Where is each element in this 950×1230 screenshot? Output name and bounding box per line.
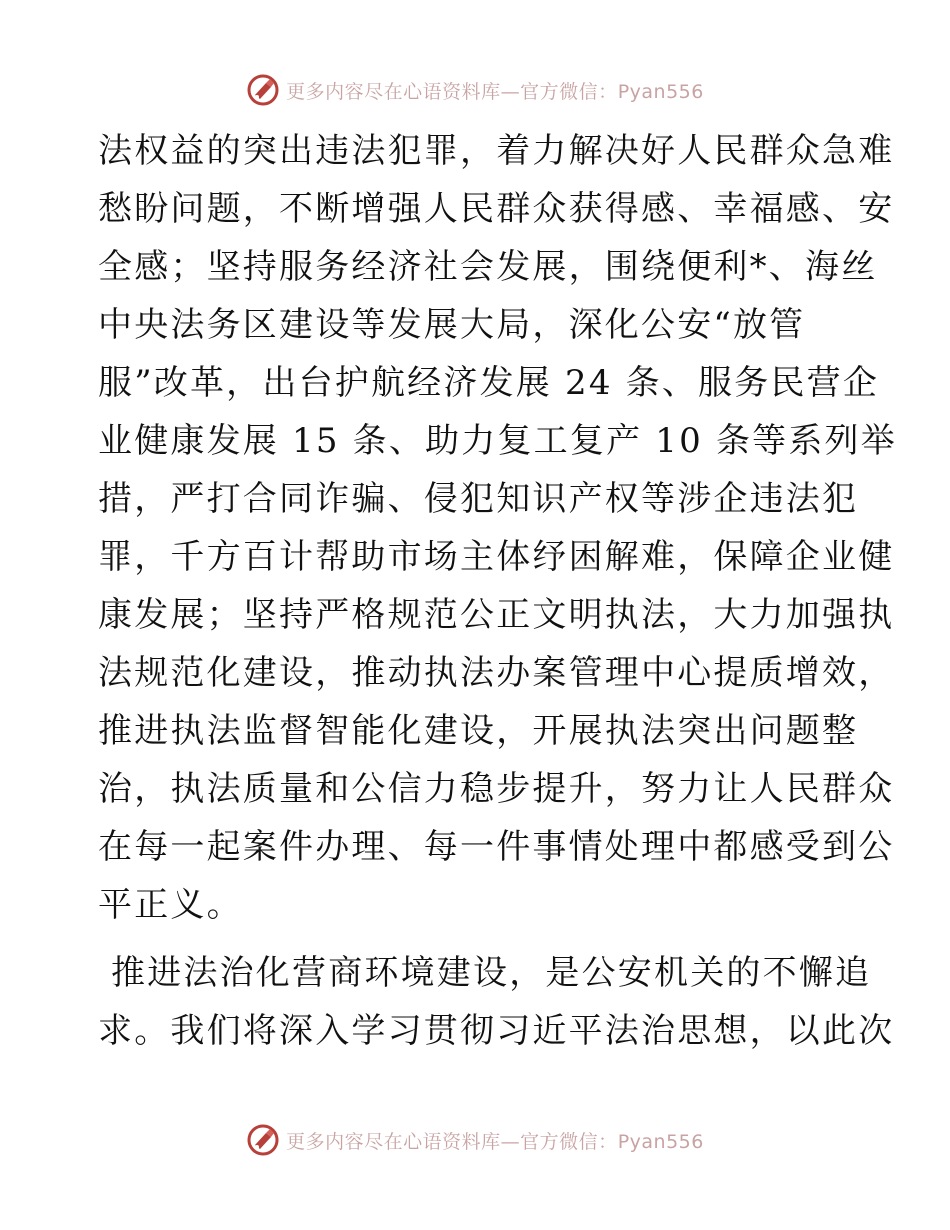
- text-line: 措，严打合同诈骗、侵犯知识产权等涉企违法犯: [98, 479, 859, 519]
- text-line: 全感；坚持服务经济社会发展，围绕便利*、海丝: [98, 247, 878, 287]
- text-line: 业健康发展 15 条、助力复工复产 10 条等系列举: [98, 421, 897, 461]
- text-line: 在每一起案件办理、每一件事情处理中都感受到公: [98, 827, 895, 867]
- brand-logo-icon: [246, 73, 280, 107]
- text-line: 治，执法质量和公信力稳步提升，努力让人民群众: [98, 769, 895, 809]
- text-line: 推进法治化营商环境建设，是公安机关的不懈追: [98, 953, 872, 993]
- text-line: 推进执法监督智能化建设，开展执法突出问题整: [98, 711, 859, 751]
- text-line: 罪，千方百计帮助市场主体纾困解难，保障企业健: [98, 537, 895, 577]
- text-line: 法规范化建设，推动执法办案管理中心提质增效，: [98, 653, 895, 693]
- text-line: 愁盼问题，不断增强人民群众获得感、幸福感、安: [98, 189, 895, 229]
- footer-watermark: [0, 1120, 950, 1160]
- header-watermark-text: 更多内容尽在心语资料库—官方微信：Pyan556: [286, 80, 704, 103]
- text-line: 服”改革，出台护航经济发展 24 条、服务民营企: [98, 363, 880, 403]
- text-line: 平正义。: [98, 885, 243, 925]
- header-watermark: [0, 70, 950, 110]
- brand-logo-icon: [246, 1123, 280, 1157]
- document-body: [98, 122, 897, 1060]
- footer-watermark-text: 更多内容尽在心语资料库—官方微信：Pyan556: [286, 1130, 704, 1153]
- paragraph-gap: [98, 934, 858, 944]
- text-line: 康发展；坚持严格规范公正文明执法，大力加强执: [98, 595, 895, 635]
- text-line: 求。我们将深入学习贯彻习近平法治思想，以此次: [98, 1011, 895, 1051]
- text-line: 中央法务区建设等发展大局，深化公安“放管: [98, 305, 806, 345]
- text-line: 法权益的突出违法犯罪，着力解决好人民群众急难: [98, 131, 895, 171]
